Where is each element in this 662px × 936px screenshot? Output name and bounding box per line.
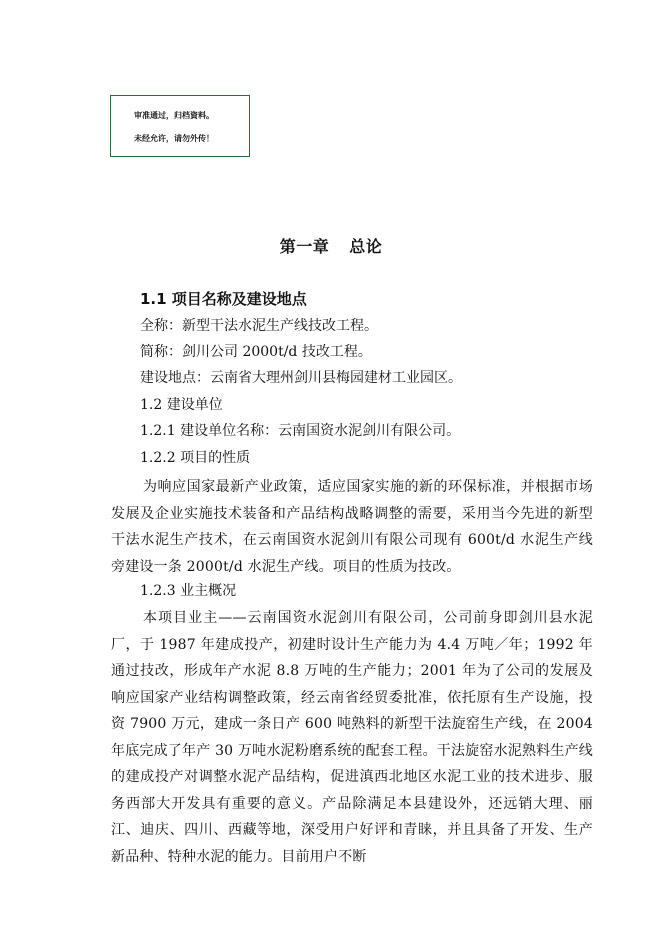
stamp-line-1: 审准通过，归档資料。	[134, 111, 214, 120]
full-name-line: 全称：新型干法水泥生产线技改工程。	[140, 318, 378, 334]
stamp-line-2: 未经允许，请勿外传！	[134, 134, 214, 143]
stamp-box	[110, 95, 250, 157]
section-1-1-heading: 1.1 项目名称及建设地点	[140, 290, 307, 308]
section-1-2-heading: 1.2 建设单位	[140, 397, 223, 413]
location-line: 建设地点：云南省大理州剑川县梅园建材工业园区。	[140, 370, 462, 386]
short-name-line: 简称：剑川公司 2000t/d 技改工程。	[140, 344, 372, 360]
chapter-title	[0, 234, 662, 257]
chapter-name: 总论	[349, 237, 383, 256]
section-1-2-3-heading: 1.2.3 业主概况	[140, 583, 237, 599]
chapter-number: 第一章	[279, 237, 330, 256]
project-nature-paragraph: 为响应国家最新产业政策，适应国家实施的新的环保标准，并根据市场发展及企业实施技术装备和产品结构战略调整的需要，采用当今先进的新型干法水泥生产技术，在云南国资水泥剑川有限公司现有 600t/d 水泥生产线旁建设一条 2000t/d 水泥生产线。项目的性质为技改。	[111, 479, 593, 575]
section-1-2-2-heading: 1.2.2 项目的性质	[140, 450, 251, 466]
owner-overview-paragraph: 本项目业主——云南国资水泥剑川有限公司，公司前身即剑川县水泥厂，于 1987 年建成投产，初建时设计生产能力为 4.4 万吨／年；1992 年通过技改，形成年产水泥 8.8 万吨的生产能力；2001 年为了公司的发展及响应国家产业结构调整政策，经云南省经贸委批准，依托原有生产设施，投资 7900 万元，建成一条日产 600 吨熟料的新型干法旋窑生产线，在 2004 年底完成了年产 30 万吨水泥粉磨系统的配套工程。干法旋窑水泥熟料生产线的建成投产对调整水泥产品结构，促进滇西北地区水泥工业的技术进步、服务西部大开发具有重要的意义。产品除满足本县建设外，还远销大理、丽江、迪庆、四川、西藏等地，深受用户好评和青睐，并且具备了开发、生产新品种、特种水泥的能力。目前用户不断	[111, 610, 593, 865]
section-1-2-1-line: 1.2.1 建设单位名称：云南国资水泥剑川有限公司。	[140, 423, 461, 439]
